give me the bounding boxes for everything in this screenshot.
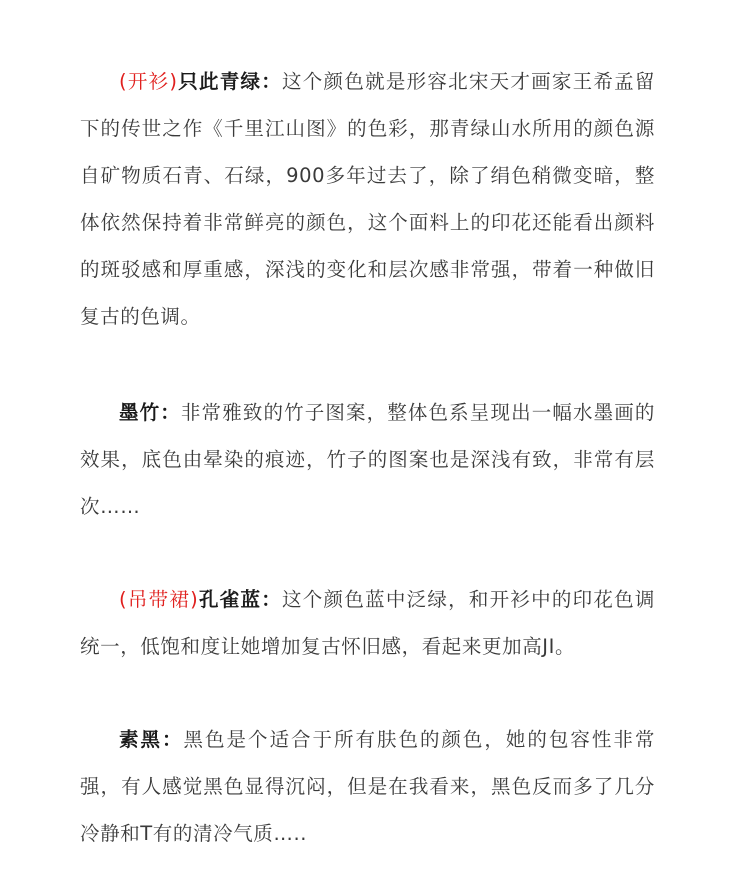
colon: ： <box>261 70 283 93</box>
paragraph-body: 非常雅致的竹子图案，整体色系呈现出一幅水墨画的效果，底色由晕染的痕迹，竹子的图案也是深浅有致，非常有层次…… <box>80 401 655 518</box>
colon: ： <box>160 401 181 424</box>
color-name-black: 素黑 <box>119 728 162 751</box>
color-name-green: 只此青绿 <box>177 70 262 93</box>
paragraph-body: 这个颜色蓝中泛绿，和开衫中的印花色调统一，低饱和度让她增加复古怀旧感，看起来更加高JI。 <box>80 588 655 658</box>
paragraph-body: 黑色是个适合于所有肤色的颜色，她的包容性非常强，有人感觉黑色显得沉闷，但是在我看来，黑色反而多了几分冷静和T有的清冷气质….. <box>80 728 655 845</box>
colon: ： <box>162 728 184 751</box>
colon: ： <box>261 588 283 611</box>
paragraph-body: 这个颜色就是形容北宋天才画家王希孟留下的传世之作《千里江山图》的色彩，那青绿山水所用的颜色源自矿物质石青、石绿，900多年过去了，除了绢色稍微变暗，整体依然保持着非常鲜亮的颜色，这个面料上的印花还能看出颜料的斑驳感和厚重感，深浅的变化和层次感非常强，带着一种做旧复古的色调。 <box>80 70 655 328</box>
garment-tag-cardigan: (开衫) <box>119 70 178 93</box>
paragraph-peacock-blue <box>80 576 655 670</box>
paragraph-green <box>80 58 655 340</box>
color-name-bamboo: 墨竹 <box>119 401 161 424</box>
garment-tag-slip-dress: (吊带裙) <box>119 588 199 611</box>
article <box>80 58 655 857</box>
color-name-peacock-blue: 孔雀蓝 <box>198 588 262 611</box>
paragraph-black <box>80 716 655 857</box>
paragraph-bamboo <box>80 389 655 530</box>
